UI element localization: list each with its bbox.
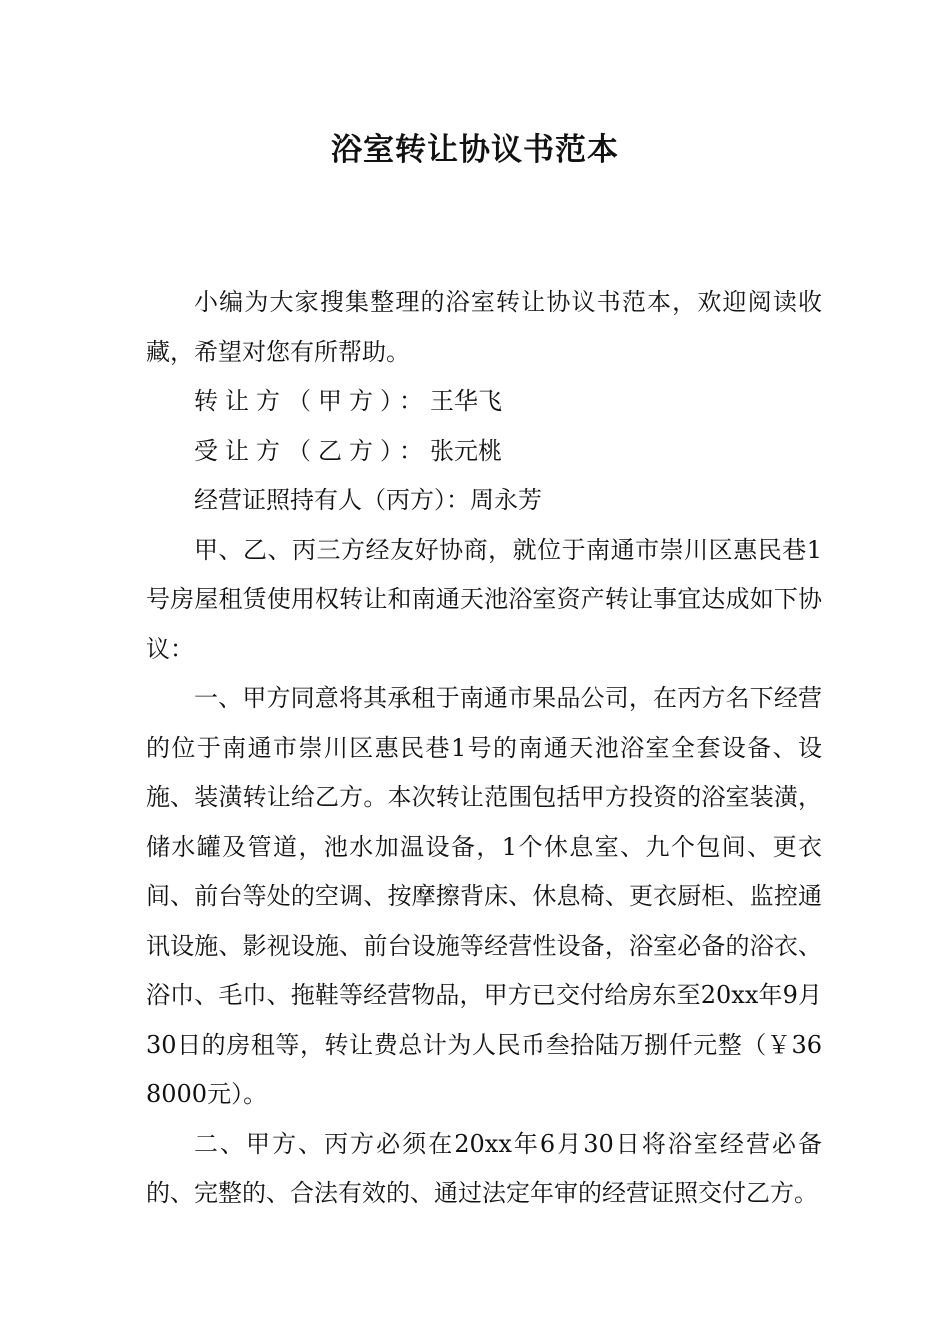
license-holder-line [146, 476, 822, 526]
document-body [146, 278, 822, 1219]
agreement-preamble: 甲、乙、丙三方经友好协商，就位于南通市崇川区惠民巷1号房屋租赁使用权转让和南通天池浴室资产转让事宜达成如下协议： [146, 535, 822, 663]
transferor-label: 转让方（甲方）： [194, 387, 430, 415]
document-title: 浴室转让协议书范本 [331, 132, 619, 168]
clause-2: 二、甲方、丙方必须在20xx年6月30日将浴室经营必备的、完整的、合法有效的、通过法定年审的经营证照交付乙方。 [146, 1129, 822, 1207]
transferor-name: 王华飞 [430, 387, 502, 415]
transferee-line [146, 427, 822, 477]
license-holder-label: 经营证照持有人（丙方）： [194, 486, 470, 514]
transferee-name: 张元桃 [430, 436, 502, 465]
transferor-line [146, 377, 822, 427]
license-holder-name: 周永芳 [470, 486, 542, 514]
intro-paragraph: 小编为大家搜集整理的浴室转让协议书范本，欢迎阅读收藏，希望对您有所帮助。 [146, 288, 822, 366]
clause-1: 一、甲方同意将其承租于南通市果品公司，在丙方名下经营的位于南通市崇川区惠民巷1号的南通天池浴室全套设备、设施、装潢转让给乙方。本次转让范围包括甲方投资的浴室装潢，储水罐及管道，池水加温设备，1个休息室、九个包间、更衣间、前台等处的空调、按摩擦背床、休息椅、更衣厨柜、监控通讯设施、影视设施、前台设施等经营性设备，浴室必备的浴衣、浴巾、毛巾、拖鞋等经营物品，甲方已交付给房东至20xx年9月30日的房租等，转让费总计为人民币叁拾陆万捌仟元整（￥368000元）。 [146, 684, 822, 1108]
transferee-label: 受让方（乙方）： [194, 436, 430, 465]
